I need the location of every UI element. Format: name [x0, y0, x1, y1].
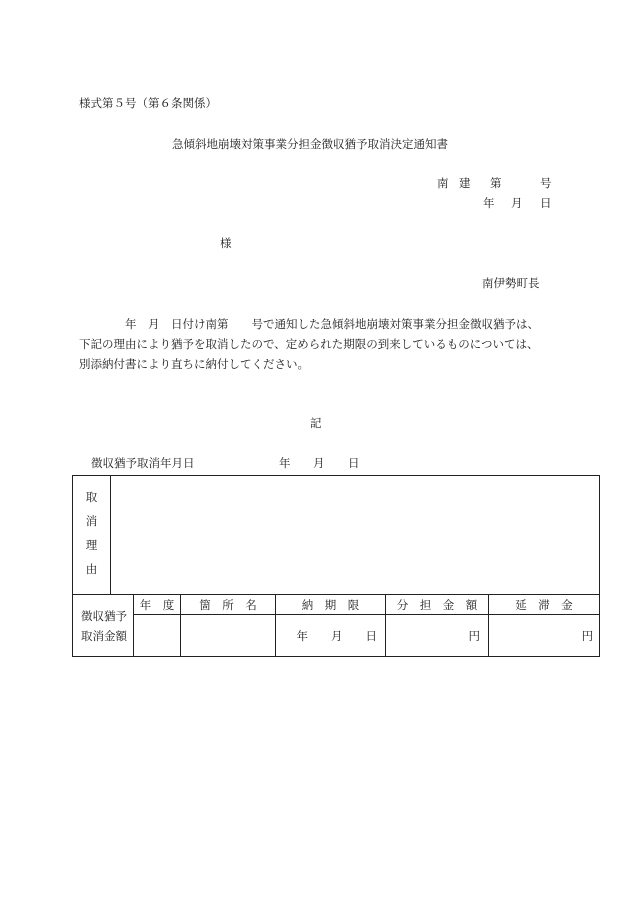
- reason-label-char: 消: [85, 514, 98, 528]
- reason-label-char: 由: [85, 562, 98, 576]
- header-late-fee: 延 滞 金: [489, 595, 600, 615]
- cancellation-table: [72, 475, 600, 657]
- header-fiscal-year: 年 度: [134, 595, 181, 615]
- share-amount-cell: 円: [386, 615, 489, 657]
- body-line-3: 別添納付書により直ちに納付してください。: [79, 357, 309, 371]
- doc-number-prefix: 南: [437, 176, 449, 190]
- cancel-date-label: 徴収猶予取消年月日: [91, 456, 195, 470]
- issue-date-day: 日: [540, 196, 552, 210]
- ki-heading: 記: [310, 416, 322, 430]
- amount-value-row: [73, 615, 600, 657]
- issue-date-month: 月: [511, 196, 523, 210]
- header-due-date: 納 期 限: [276, 595, 386, 615]
- reason-label-char: 理: [85, 538, 98, 552]
- issuer-name: 南伊勢町長: [482, 276, 540, 290]
- document-title: 急傾斜地崩壊対策事業分担金徴収猶予取消決定通知書: [172, 137, 448, 151]
- issue-date-year: 年: [483, 196, 495, 210]
- amount-label-line-2: 取消金額: [81, 628, 127, 643]
- cancel-date-month: 月: [313, 456, 325, 470]
- doc-number-go: 号: [540, 176, 552, 190]
- cancel-date-day: 日: [348, 456, 360, 470]
- reason-content-cell: [111, 476, 600, 595]
- amount-header-row: [73, 595, 600, 615]
- location-cell: [181, 615, 276, 657]
- late-fee-cell: 円: [489, 615, 600, 657]
- amount-label-line-1: 徴収猶予: [81, 608, 127, 623]
- form-number: 様式第５号（第６条関係）: [79, 96, 217, 110]
- body-line-1: 年 月 日付け南第 号で通知した急傾斜地崩壊対策事業分担金徴収猶予は、: [125, 317, 539, 331]
- fiscal-year-cell: [134, 615, 181, 657]
- header-location: 箇 所 名: [181, 595, 276, 615]
- reason-label-char: 取: [85, 490, 98, 504]
- reason-row: [73, 476, 600, 595]
- body-line-2: 下記の理由により猶予を取消したので、定められた期限の到来しているものについては、: [79, 337, 539, 351]
- amount-label-cell: [73, 595, 134, 657]
- doc-number-dept: 建: [459, 176, 471, 190]
- reason-label-cell: [73, 476, 111, 595]
- body-text: [79, 314, 559, 374]
- addressee-suffix: 様: [220, 236, 232, 250]
- due-date-cell: 年 月 日: [276, 615, 386, 657]
- cancel-date-year: 年: [279, 456, 291, 470]
- header-share-amount: 分 担 金 額: [386, 595, 489, 615]
- doc-number-dai: 第: [490, 176, 502, 190]
